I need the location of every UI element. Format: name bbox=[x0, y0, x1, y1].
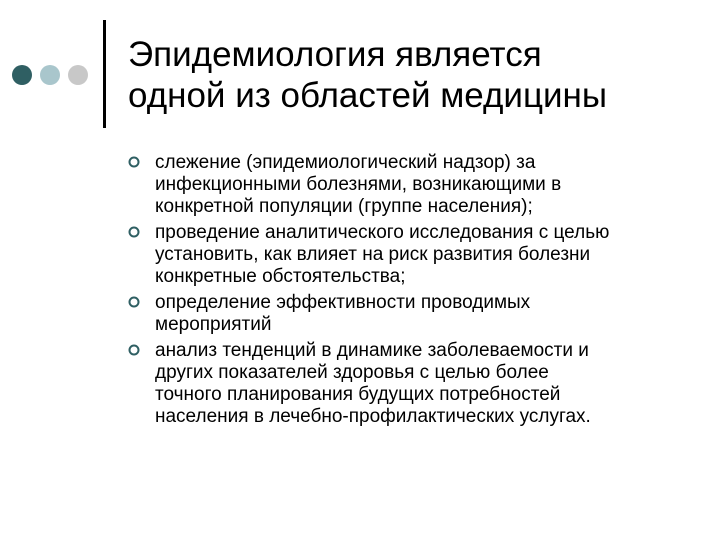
bullet-text-line: населения в лечебно-профилактических услугах. bbox=[155, 406, 591, 427]
bullet-text-line: других показателей здоровья с целью более bbox=[155, 362, 549, 383]
dot-gray-icon bbox=[68, 65, 88, 85]
ring-bullet-icon bbox=[128, 296, 140, 308]
slide-title-line: одной из областей медицины bbox=[128, 76, 608, 115]
slide-title bbox=[128, 34, 688, 116]
bullet-text-line: инфекционными болезнями, возникающими в bbox=[155, 174, 562, 195]
ring-bullet-icon bbox=[128, 156, 140, 168]
ring-bullet-icon bbox=[128, 226, 140, 238]
dot-light-teal-icon bbox=[40, 65, 60, 85]
bullet-text-line: проведение аналитического исследования с целью bbox=[155, 222, 610, 243]
ring-bullet-icon bbox=[128, 344, 140, 356]
bullet-text-line: установить, как влияет на риск развития болезни bbox=[155, 244, 591, 265]
bullet-text-line: мероприятий bbox=[155, 314, 272, 335]
bullet-list bbox=[125, 152, 695, 432]
bullet-item bbox=[125, 292, 695, 336]
bullet-item bbox=[125, 152, 695, 218]
bullet-text-line: точного планирования будущих потребностей bbox=[155, 384, 561, 405]
bullet-item bbox=[125, 222, 695, 288]
bullet-text-line: анализ тенденций в динамике заболеваемости и bbox=[155, 340, 589, 361]
bullet-text-line: конкретной популяции (группе населения); bbox=[155, 196, 533, 217]
bullet-text-line: слежение (эпидемиологический надзор) за bbox=[155, 152, 536, 173]
slide-title-line: Эпидемиология является bbox=[128, 35, 542, 74]
bullet-item bbox=[125, 340, 695, 428]
title-divider-line bbox=[103, 20, 106, 128]
bullet-text-line: конкретные обстоятельства; bbox=[155, 266, 406, 287]
dot-dark-teal-icon bbox=[12, 65, 32, 85]
bullet-text-line: определение эффективности проводимых bbox=[155, 292, 531, 313]
decorative-dots bbox=[12, 64, 88, 86]
